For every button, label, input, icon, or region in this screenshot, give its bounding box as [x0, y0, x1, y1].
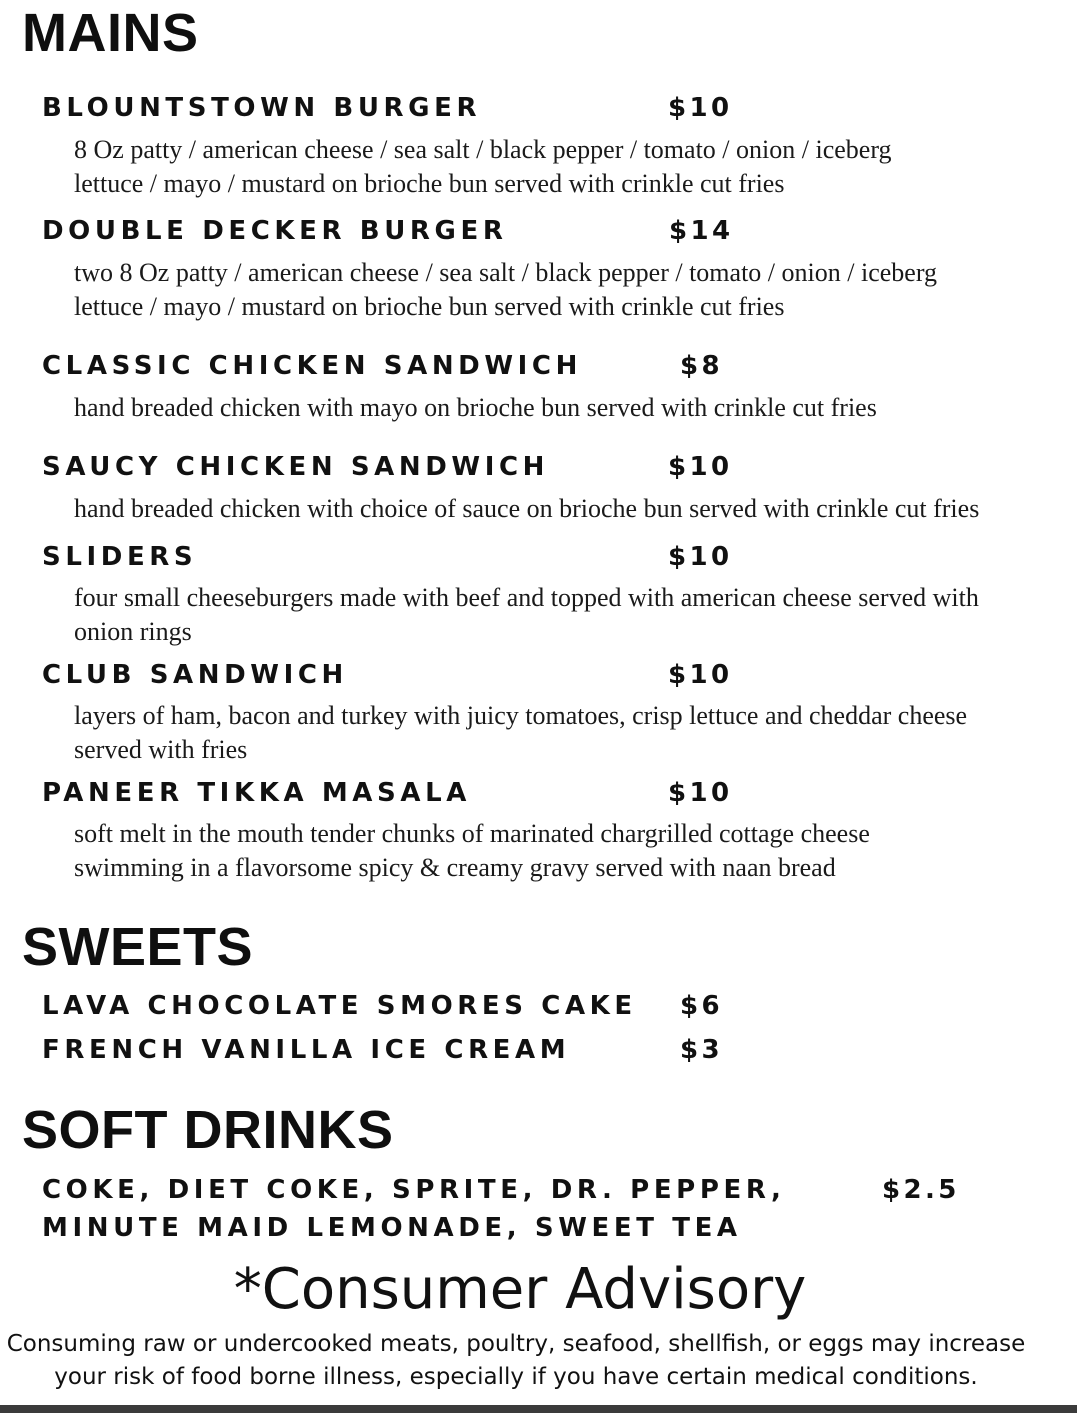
item-name: PANEER TIKKA MASALA	[42, 778, 471, 808]
advisory-title: *Consumer Advisory	[233, 1257, 807, 1322]
item-price: $10	[668, 778, 733, 808]
item-name: CLASSIC CHICKEN SANDWICH	[42, 351, 582, 381]
item-price: $8	[680, 351, 723, 381]
item-name: SAUCY CHICKEN SANDWICH	[42, 452, 550, 482]
drinks-line-1: COKE, DIET COKE, SPRITE, DR. PEPPER,	[42, 1175, 786, 1205]
item-price: $14	[669, 216, 734, 246]
item-name: FRENCH VANILLA ICE CREAM	[42, 1035, 571, 1065]
item-price: $3	[680, 1035, 723, 1065]
bottom-border	[0, 1405, 1077, 1413]
item-name: BLOUNTSTOWN BURGER	[42, 93, 482, 123]
item-price: $6	[680, 991, 723, 1021]
item-name: LAVA CHOCOLATE SMORES CAKE	[42, 991, 637, 1021]
item-price: $10	[668, 542, 733, 572]
item-description: two 8 Oz patty / american cheese / sea salt / black pepper / tomato / onion / iceberg lettuce / mayo / mustard on brioche bun served with crinkle cut fries	[74, 258, 938, 321]
drinks-line-2: MINUTE MAID LEMONADE, SWEET TEA	[42, 1213, 742, 1243]
drinks-price: $2.5	[882, 1175, 960, 1205]
soft-drinks-heading: SOFT DRINKS	[22, 1100, 394, 1160]
mains-heading: MAINS	[22, 3, 199, 63]
item-price: $10	[668, 93, 733, 123]
item-price: $10	[668, 660, 733, 690]
item-description: four small cheeseburgers made with beef and topped with american cheese served with onion rings	[74, 583, 979, 646]
item-name: CLUB SANDWICH	[42, 660, 348, 690]
item-description: 8 Oz patty / american cheese / sea salt / black pepper / tomato / onion / iceberg lettuce / mayo / mustard on brioche bun served with crinkle cut fries	[74, 135, 892, 198]
drinks-list	[42, 1171, 785, 1247]
item-description: hand breaded chicken with choice of sauce on brioche bun served with crinkle cut fries	[74, 494, 980, 523]
advisory-text: Consuming raw or undercooked meats, poultry, seafood, shellfish, or eggs may increase your risk of food borne illness, especially if you have certain medical conditions.	[6, 1331, 1026, 1390]
item-price: $10	[668, 452, 733, 482]
item-name: SLIDERS	[42, 542, 198, 572]
item-name: DOUBLE DECKER BURGER	[42, 216, 508, 246]
item-description: soft melt in the mouth tender chunks of marinated chargrilled cottage cheese swimming in a flavorsome spicy & creamy gravy served with naan bread	[74, 819, 870, 882]
item-description: hand breaded chicken with mayo on brioche bun served with crinkle cut fries	[74, 393, 877, 422]
item-description: layers of ham, bacon and turkey with juicy tomatoes, crisp lettuce and cheddar cheese served with fries	[74, 701, 968, 764]
sweets-heading: SWEETS	[22, 917, 254, 977]
